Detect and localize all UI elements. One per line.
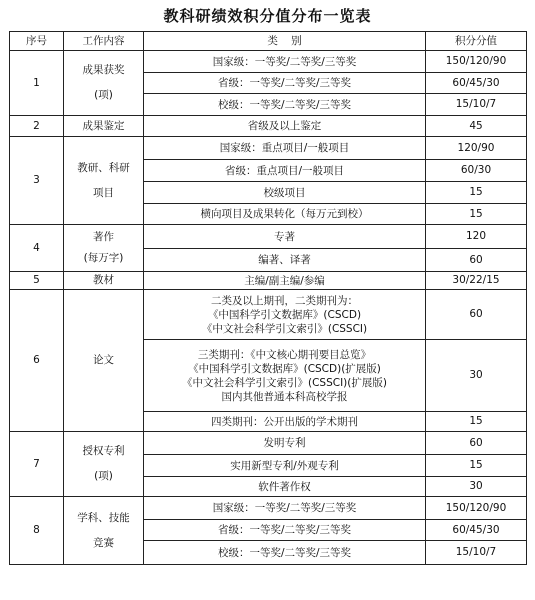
category-cell: 校级项目: [144, 182, 426, 204]
category-cell: 主编/副主编/参编: [144, 272, 426, 290]
score-cell: 150/120/90: [426, 497, 527, 520]
table-row: [10, 432, 527, 455]
work-content-line: 项目: [93, 186, 114, 199]
category-cell: 国家级：一等奖/二等奖/三等奖: [144, 51, 426, 73]
work-content: [64, 272, 144, 290]
category-cell: 横向项目及成果转化（每万元到校）: [144, 204, 426, 225]
category-cell: 省级：一等奖/二等奖/三等奖: [144, 73, 426, 94]
category-cell: 省级：重点项目/一般项目: [144, 160, 426, 182]
page-title: 教科研绩效积分值分布一览表: [163, 7, 372, 25]
score-cell: 15/10/7: [426, 541, 527, 565]
work-content-line: 成果获奖: [82, 64, 125, 76]
work-content-line: 教研、科研: [77, 161, 130, 174]
work-content: [64, 225, 144, 272]
score-cell: 150/120/90: [426, 51, 527, 73]
category-cell: 编著、译著: [144, 249, 426, 272]
category-line: 《中文社会科学引文索引》(CSSCI): [201, 322, 368, 335]
row-number: 7: [10, 432, 64, 497]
work-content: [64, 290, 144, 432]
header-score: 积分分值: [426, 32, 527, 51]
row-number: 3: [10, 137, 64, 225]
category-cell: 国家级：重点项目/一般项目: [144, 137, 426, 160]
score-cell: 30: [426, 477, 527, 497]
category-cell: 省级及以上鉴定: [144, 116, 426, 137]
work-content-line: 教材: [93, 274, 114, 286]
score-cell: 30/22/15: [426, 272, 527, 290]
header-num: 序号: [10, 32, 64, 51]
category-cell: 实用新型专利/外观专利: [144, 455, 426, 477]
category-line: 三类期刊：《中文核心期刊要目总览》: [197, 348, 372, 361]
row-number: 8: [10, 497, 64, 565]
table-row: [10, 225, 527, 249]
table-row: [10, 51, 527, 73]
row-number: 6: [10, 290, 64, 432]
category-cell: 软件著作权: [144, 477, 426, 497]
work-content-line: 著作: [93, 231, 114, 243]
category-cell: 校级：一等奖/二等奖/三等奖: [144, 541, 426, 565]
score-cell: 60: [426, 290, 527, 340]
work-content-line: 论文: [93, 354, 114, 366]
table-row: [10, 497, 527, 520]
score-cell: 60: [426, 249, 527, 272]
header-work: 工作内容: [64, 32, 144, 51]
work-content-line: 成果鉴定: [82, 119, 125, 132]
work-content-line: 授权专利: [82, 445, 125, 457]
score-cell: 15: [426, 455, 527, 477]
category-cell: 四类期刊：公开出版的学术期刊: [144, 412, 426, 432]
category-cell: 国家级：一等奖/二等奖/三等奖: [144, 497, 426, 520]
row-number: 2: [10, 116, 64, 137]
work-content: [64, 497, 144, 565]
category-cell: 专著: [144, 225, 426, 249]
score-cell: 60/45/30: [426, 520, 527, 541]
score-cell: 120/90: [426, 137, 527, 160]
table-row: [10, 272, 527, 290]
score-table: [9, 31, 527, 565]
header-category: 类 别: [144, 32, 426, 51]
category-cell: 省级：一等奖/二等奖/三等奖: [144, 520, 426, 541]
table-row: [10, 137, 527, 160]
score-cell: 15/10/7: [426, 94, 527, 116]
category-line: 二类及以上期刊，二类期刊为：: [211, 294, 358, 307]
work-content-line: 竞赛: [93, 536, 114, 549]
score-cell: 15: [426, 182, 527, 204]
work-content: [64, 51, 144, 116]
category-cell: [144, 290, 426, 340]
work-content-line: 学科、技能: [77, 511, 130, 524]
work-content-line: (项): [94, 470, 113, 482]
table-row: [10, 290, 527, 340]
work-content: [64, 432, 144, 497]
score-cell: 15: [426, 412, 527, 432]
table-header-row: [10, 32, 527, 51]
work-content: [64, 116, 144, 137]
category-cell: 校级：一等奖/二等奖/三等奖: [144, 94, 426, 116]
category-line: 国内其他普通本科高校学报: [221, 390, 348, 403]
work-content-line: (项): [94, 89, 113, 101]
table-row: [10, 116, 527, 137]
score-cell: 45: [426, 116, 527, 137]
category-line: 《中国科学引文数据库》(CSCD)(扩展版): [188, 362, 381, 375]
score-cell: 15: [426, 204, 527, 225]
score-cell: 60/45/30: [426, 73, 527, 94]
score-cell: 30: [426, 340, 527, 412]
category-cell: [144, 340, 426, 412]
work-content-line: (每万字): [83, 252, 124, 264]
row-number: 4: [10, 225, 64, 272]
score-cell: 60: [426, 432, 527, 455]
category-line: 《中国科学引文数据库》(CSCD): [207, 308, 362, 321]
category-cell: 发明专利: [144, 432, 426, 455]
work-content: [64, 137, 144, 225]
row-number: 1: [10, 51, 64, 116]
score-cell: 60/30: [426, 160, 527, 182]
score-cell: 120: [426, 225, 527, 249]
category-line: 《中文社会科学引文索引》(CSSCI)(扩展版): [182, 376, 387, 389]
row-number: 5: [10, 272, 64, 290]
